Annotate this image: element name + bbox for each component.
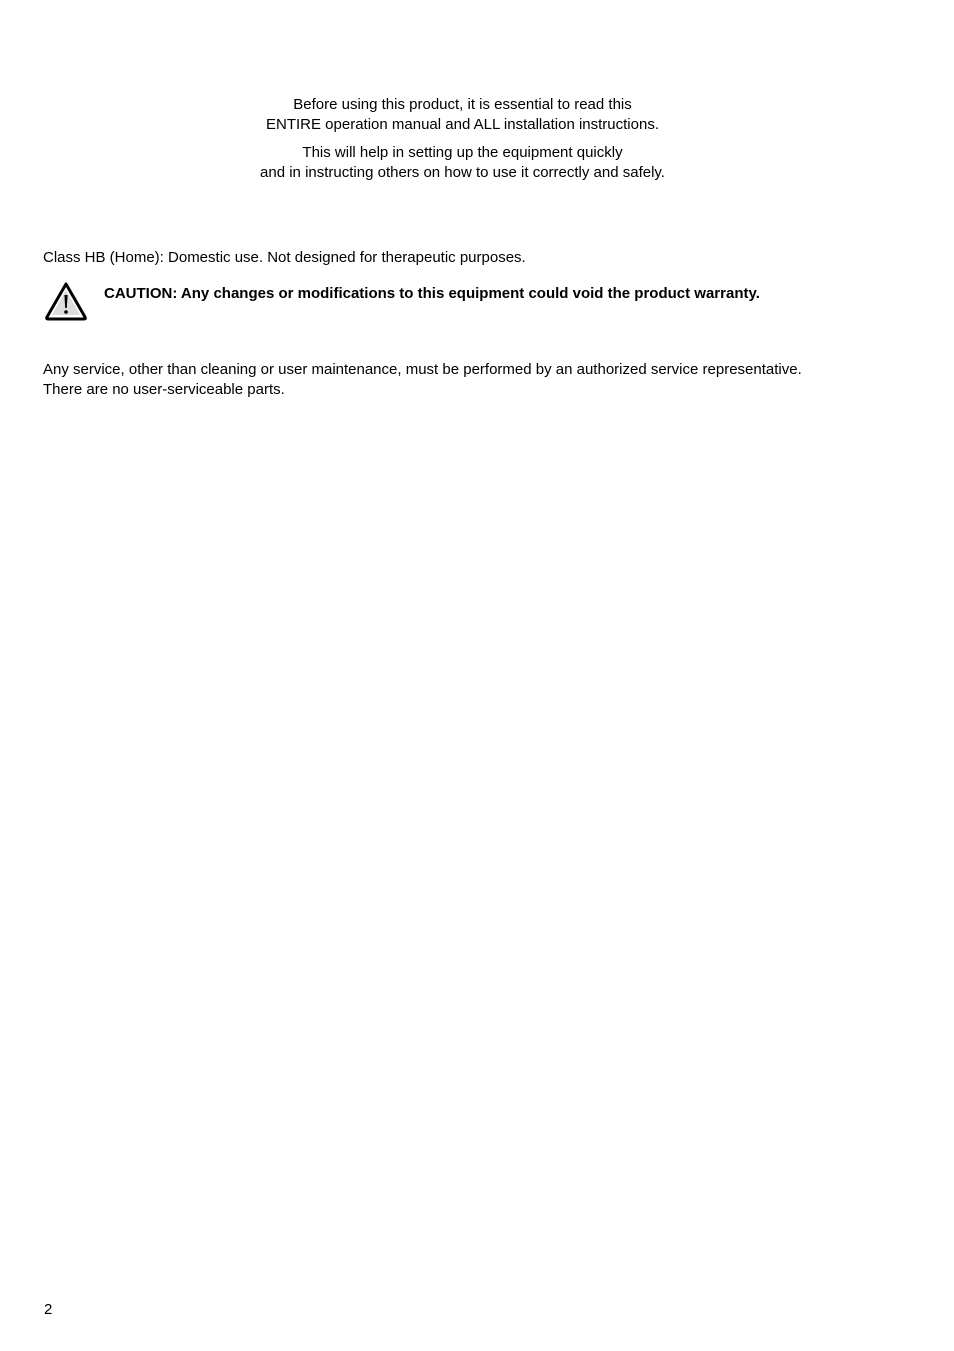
service-line: There are no user-serviceable parts.: [43, 381, 285, 398]
caution-text: CAUTION: Any changes or modifications to this equipment could void the product warranty.: [104, 285, 760, 302]
classification-text: Class HB (Home): Domestic use. Not designed for therapeutic purposes.: [43, 249, 526, 266]
intro-line: and in instructing others on how to use it correctly and safely.: [260, 164, 665, 181]
service-line: Any service, other than cleaning or user maintenance, must be performed by an authorized service representative.: [43, 361, 802, 378]
service-notice: [43, 360, 923, 400]
intro-line: ENTIRE operation manual and ALL installation instructions.: [266, 116, 659, 133]
caution-notice: [43, 280, 923, 324]
warning-triangle-icon: [44, 281, 88, 321]
intro-block-2: [0, 143, 925, 183]
intro-line: Before using this product, it is essential to read this: [293, 96, 632, 113]
page-number: 2: [44, 1301, 53, 1318]
intro-line: This will help in setting up the equipment quickly: [302, 144, 623, 161]
intro-block-1: [0, 95, 925, 135]
